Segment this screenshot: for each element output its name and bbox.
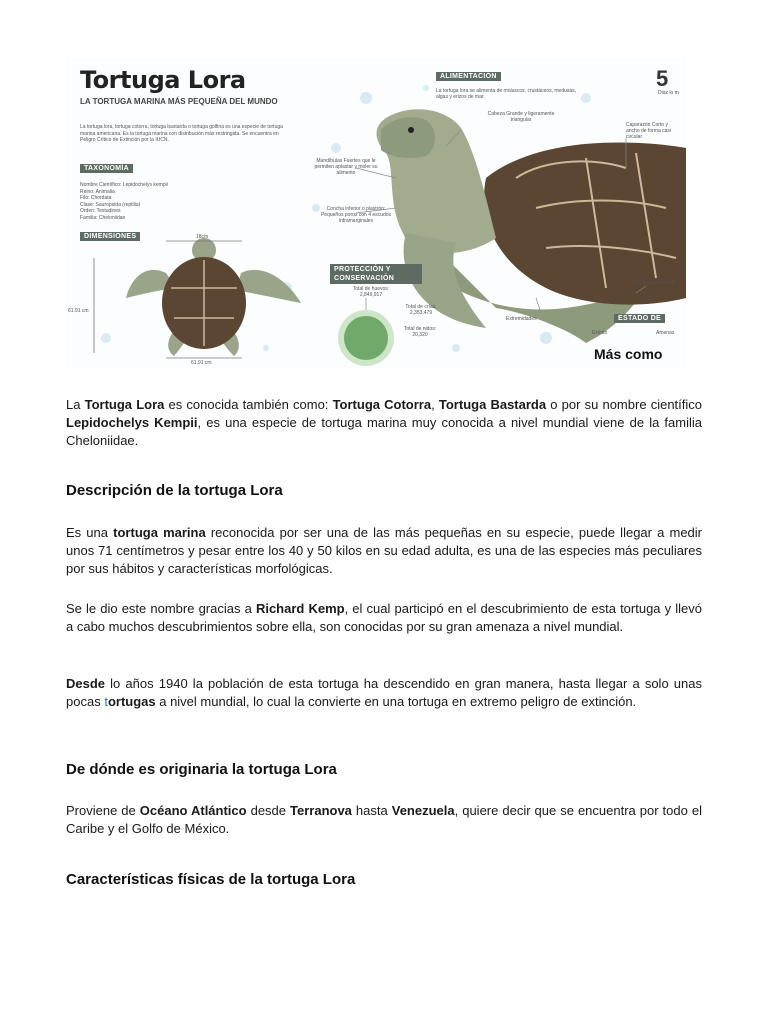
total-nidos: Total de nidos: 20,320 (403, 326, 437, 338)
paragraph-intro: La Tortuga Lora es conocida también como: Tortuga Cotorra, Tortuga Bastarda o por su nombre científico Lepidochelys Kempii, es una especie de tortuga marina muy conocida a nivel mundial viene de la familia Cheloniidae. (66, 397, 703, 448)
tortugas-link[interactable]: t (104, 694, 108, 709)
concha-label: Concha inferior o plastrón: Pequeños poros con 4 escudos inframarginales (320, 206, 392, 224)
top-number-caption: Diaz lo m (658, 90, 679, 96)
mandibulas-label: Mandíbulas Fuertes que le permiten aplastar y moler su alimento (314, 158, 378, 176)
heading-caracteristicas: Características físicas de la tortuga Lora (66, 871, 356, 888)
paragraph-richard-kemp: Se le dio este nombre gracias a Richard Kemp, el cual participó en el descubrimiento de esta tortuga y llevó a cabo muchos descubrimientos sobre ella, son conocidas por su gran amenaza a nivel mundial. (66, 601, 702, 634)
cabeza-label: Cabeza Grande y ligeramente triangular (487, 111, 555, 123)
extremidades-label: Extremidades (506, 316, 537, 322)
infographic-title: Tortuga Lora (80, 66, 246, 94)
estado-amenazada: Amenaz (656, 330, 675, 336)
caparazon-label: Caparazón Corto y ancho de forma casi circular (626, 122, 672, 140)
alimentacion-text: La tortuga lora se alimenta de moluscos, crustáceos, medusas, algas y erizos de mar. (436, 88, 577, 100)
conservation-chart (338, 298, 394, 366)
dim-bottom-label: 61.91 cm (191, 360, 212, 366)
top-number: 5 (656, 66, 669, 91)
paragraph-origen: Proviene de Océano Atlántico desde Terranova hasta Venezuela, quiere decir que se encuentra por todo el Caribe y el Golfo de México. (66, 803, 702, 836)
infographic-subtitle: LA TORTUGA MARINA MÁS PEQUEÑA DEL MUNDO (80, 97, 278, 106)
alimentacion-band: ALIMENTACIÓN (436, 72, 501, 81)
heading-origen: De dónde es originaria la tortuga Lora (66, 761, 337, 778)
estado-band: ESTADO DE (614, 314, 665, 323)
taxonomia-band: TAXONOMÍA (80, 164, 133, 173)
dim-top-label: 18cm (196, 234, 209, 240)
infographic-intro: La tortuga lora, tortuga cotorra, tortuga bastarda o tortuga golfina es una especie de tortuga marina americana. Es la tortuga marina con distribución más restringida. Se encuentra en Peligro Crítico de Extinción por la IUCN. (80, 124, 283, 143)
proteccion-band: PROTECCIÓN Y CONSERVACIÓN (330, 264, 422, 284)
dim-left-label: 61.91 cm (68, 308, 89, 314)
dimensiones-band: DIMENSIONES (80, 232, 140, 241)
paragraph-poblacion: Desde lo años 1940 la población de esta tortuga ha descendido en gran manera, hasta llegar a solo unas pocas tortugas a nivel mundial, lo cual la convierte en una tortuga en extremo peligro de extinción. (66, 676, 702, 709)
total-crias: Total de crías: 2,353,479 (405, 304, 437, 316)
mas-como-label: Más como (594, 346, 663, 362)
coloracion-label: Coloración ventral (634, 280, 675, 286)
small-turtle-top-view (126, 238, 301, 356)
total-huevos: Total de huevos: 2,849,917 (352, 286, 390, 298)
turtle-infographic-image (66, 58, 686, 368)
estado-extinto: Extinto (592, 330, 608, 336)
paragraph-descripcion: Es una tortuga marina reconocida por ser una de las más pequeñas en su especie, puede llegar a medir unos 71 centímetros y pesar entre los 40 y 50 kilos en su edad adulta, es una de las especies más peculiares por sus hábitos y características morfológicas. (66, 525, 702, 576)
taxonomia-list: Nombre Científico: Lepidochelys kempii Reino: Animalia Filo: Chordata Clase: Sauropsida (reptilia) Orden: Testudines Familia: Cheloniidae (80, 182, 168, 221)
heading-descripcion: Descripción de la tortuga Lora (66, 482, 283, 499)
